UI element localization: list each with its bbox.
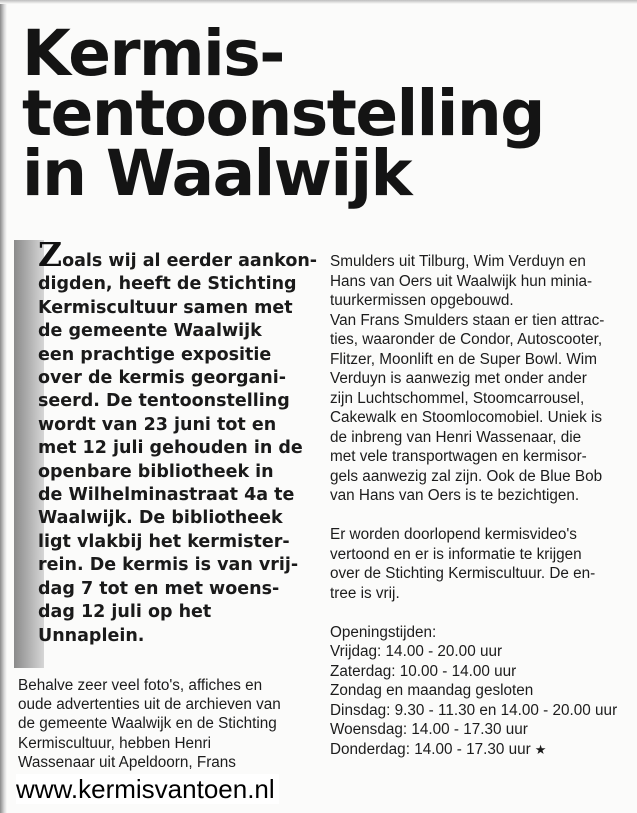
lead-paragraph	[38, 235, 328, 648]
lead-line: Waalwijk. De bibliotheek	[38, 508, 283, 529]
body-paragraph-left	[18, 676, 318, 772]
body-line: gels aanwezig zal zijn. Ook de Blue Bob	[330, 467, 603, 485]
lead-line: Unnaplein.	[38, 625, 145, 646]
body-line: over de Stichting Kermiscultuur. De en-	[330, 565, 596, 582]
headline-line: in Waalwijk	[22, 137, 412, 210]
lead-line: rein. De kermis is van vrij-	[38, 555, 299, 576]
body-line: vertoond en er is informatie te krijgen	[330, 545, 582, 563]
hours-line: Zaterdag: 10.00 - 14.00 uur	[330, 662, 517, 680]
right-column	[330, 252, 635, 759]
paragraph-gap	[330, 603, 635, 623]
star-end-mark-icon: ★	[534, 741, 547, 757]
body-line: ties, waaronder de Condor, Autoscooter,	[330, 331, 603, 348]
body-line: Verduyn is aanwezig met onder ander	[330, 370, 587, 387]
watermark-url: www.kermisvantoen.nl	[16, 774, 279, 804]
hours-line: Dinsdag: 9.30 - 11.30 en 14.00 - 20.00 uur	[330, 701, 618, 719]
body-line: tree is vrij.	[330, 584, 400, 602]
body-line: Hans van Oers uit Waalwijk hun minia-	[330, 272, 593, 290]
lead-line: dag 7 tot en met woens-	[38, 578, 280, 599]
lead-line: de gemeente Waalwijk	[38, 321, 262, 342]
headline-line: Kermis-	[22, 17, 284, 90]
body-line: de inbreng van Henri Wassenaar, die	[330, 428, 582, 446]
drop-cap: Z	[38, 235, 63, 274]
body-line: de gemeente Waalwijk en de Stichting	[18, 715, 277, 733]
lead-line: de Wilhelminastraat 4a te	[38, 485, 295, 506]
body-line: tuurkermissen opgebouwd.	[330, 292, 514, 309]
lead-line: ligt vlakbij het kermister-	[38, 531, 290, 552]
lead-line: dag 12 juli op het	[38, 602, 212, 623]
hours-line: Vrijdag: 14.00 - 20.00 uur	[330, 643, 503, 660]
body-line: zijn Luchtschommel, Stoomcarrousel,	[330, 389, 585, 407]
body-line: Er worden doorlopend kermisvideo's	[330, 526, 577, 543]
body-line: van Hans van Oers is te bezichtigen.	[330, 487, 580, 504]
lead-line: openbare bibliotheek in	[38, 461, 274, 482]
lead-line: een prachtige expositie	[38, 344, 272, 365]
headline-line: tentoonstelling	[22, 77, 544, 150]
hours-line: Donderdag: 14.00 - 17.30 uur	[330, 740, 531, 758]
lead-line: Kermiscultuur samen met	[38, 297, 293, 318]
scan-edge-shadow	[0, 0, 7, 813]
body-line: Cakewalk en Stoomlocomobiel. Uniek is	[330, 409, 603, 426]
headline	[22, 17, 622, 210]
lead-first-line	[38, 235, 328, 274]
hours-title: Openingstijden:	[330, 623, 437, 641]
body-line: Smulders uit Tilburg, Wim Verduyn en	[330, 253, 586, 270]
lead-line: met 12 juli gehouden in de	[38, 438, 303, 459]
hours-line-last	[330, 740, 635, 760]
scan-top-edge	[0, 0, 637, 4]
paragraph-gap	[330, 506, 635, 526]
body-line: Wassenaar uit Apeldoorn, Frans	[18, 753, 236, 771]
lead-line: digden, heeft de Stichting	[38, 274, 297, 295]
lead-block	[14, 235, 318, 672]
body-line: Behalve zeer veel foto's, affiches en	[18, 677, 263, 694]
hours-line: Woensdag: 14.00 - 17.30 uur	[330, 721, 528, 738]
body-line: Van Frans Smulders staan er tien attrac-	[330, 311, 605, 329]
body-line: Flitzer, Moonlift en de Super Bowl. Wim	[330, 350, 597, 368]
body-line: met vele transportwagen en kermisor-	[330, 448, 587, 465]
lead-line: oals wij al eerder aankon-	[62, 251, 318, 271]
body-line: oude advertenties uit de archieven van	[18, 696, 281, 714]
body-line: Kermiscultuur, hebben Henri	[18, 734, 212, 752]
lead-line: wordt van 23 juni tot en	[38, 414, 277, 435]
lead-line: over de kermis georgani-	[38, 368, 287, 389]
lead-line: seerd. De tentoonstelling	[38, 391, 290, 412]
hours-line: Zondag en maandag gesloten	[330, 682, 534, 699]
